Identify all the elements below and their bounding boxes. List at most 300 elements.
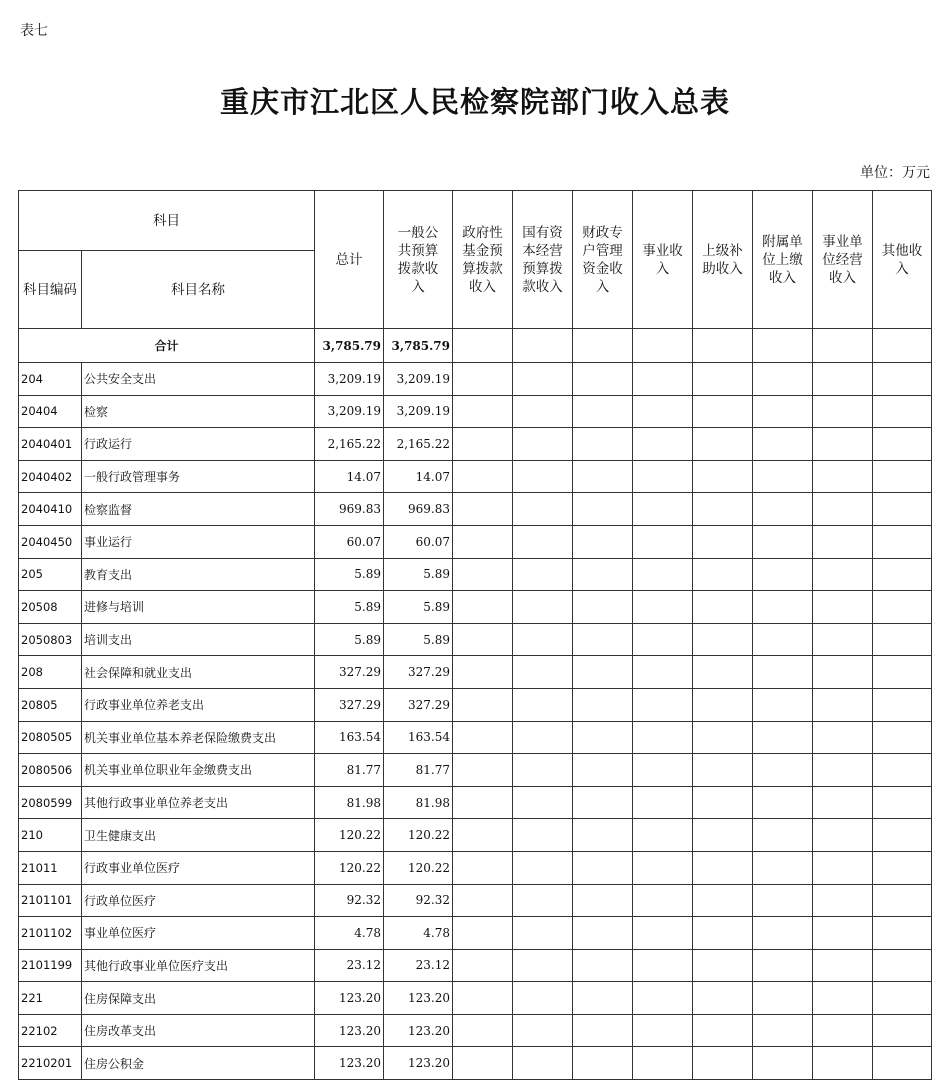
empty-cell <box>693 558 753 591</box>
empty-cell <box>573 917 633 950</box>
empty-cell <box>693 591 753 624</box>
row-general-budget: 120.22 <box>384 851 453 884</box>
empty-cell <box>453 493 513 526</box>
empty-cell <box>693 623 753 656</box>
empty-cell <box>573 1047 633 1080</box>
row-name: 一般行政管理事务 <box>82 460 315 493</box>
empty-cell <box>753 623 813 656</box>
empty-cell <box>513 949 573 982</box>
row-general-budget: 23.12 <box>384 949 453 982</box>
unit-label: 单位：万元 <box>860 165 930 181</box>
empty-cell <box>753 688 813 721</box>
row-general-budget: 163.54 <box>384 721 453 754</box>
empty-cell <box>513 656 573 689</box>
header-col-special-account: 财政专户管理资金收入 <box>573 191 633 329</box>
row-code: 205 <box>19 558 82 591</box>
row-code: 2101102 <box>19 917 82 950</box>
row-code: 22102 <box>19 1014 82 1047</box>
empty-cell <box>513 363 573 396</box>
empty-cell <box>813 623 873 656</box>
empty-cell <box>453 1047 513 1080</box>
row-general-budget: 327.29 <box>384 688 453 721</box>
empty-cell <box>753 819 813 852</box>
empty-cell <box>873 656 932 689</box>
empty-cell <box>693 363 753 396</box>
empty-cell <box>813 688 873 721</box>
empty-cell <box>573 819 633 852</box>
table-row <box>19 819 932 852</box>
table-row <box>19 917 932 950</box>
row-general-budget: 14.07 <box>384 460 453 493</box>
row-code: 204 <box>19 363 82 396</box>
empty-cell <box>753 917 813 950</box>
row-code: 21011 <box>19 851 82 884</box>
empty-cell <box>873 591 932 624</box>
empty-cell <box>513 982 573 1015</box>
empty-cell <box>873 786 932 819</box>
empty-cell <box>813 786 873 819</box>
table-row <box>19 786 932 819</box>
empty-cell <box>693 721 753 754</box>
empty-cell <box>633 656 693 689</box>
empty-cell <box>753 460 813 493</box>
empty-cell <box>453 591 513 624</box>
table-number: 表七 <box>20 23 48 39</box>
row-total: 123.20 <box>315 982 384 1015</box>
row-general-budget: 60.07 <box>384 525 453 558</box>
empty-cell <box>513 851 573 884</box>
table-row <box>19 884 932 917</box>
row-total: 5.89 <box>315 591 384 624</box>
empty-cell <box>813 884 873 917</box>
row-general-budget: 969.83 <box>384 493 453 526</box>
empty-cell <box>453 525 513 558</box>
empty-cell <box>453 428 513 461</box>
row-general-budget: 123.20 <box>384 982 453 1015</box>
empty-cell <box>573 656 633 689</box>
empty-cell <box>813 591 873 624</box>
empty-cell <box>633 851 693 884</box>
empty-cell <box>633 428 693 461</box>
row-general-budget: 92.32 <box>384 884 453 917</box>
empty-cell <box>693 851 753 884</box>
empty-cell <box>573 558 633 591</box>
empty-cell <box>693 1014 753 1047</box>
empty-cell <box>873 1014 932 1047</box>
row-total: 14.07 <box>315 460 384 493</box>
empty-cell <box>693 493 753 526</box>
row-name: 卫生健康支出 <box>82 819 315 852</box>
empty-cell <box>453 949 513 982</box>
empty-cell <box>633 884 693 917</box>
row-code: 20404 <box>19 395 82 428</box>
empty-cell <box>633 525 693 558</box>
empty-cell <box>633 819 693 852</box>
total-sum: 3,785.79 <box>315 329 384 363</box>
empty-cell <box>753 884 813 917</box>
table-row <box>19 1047 932 1080</box>
row-code: 2101101 <box>19 884 82 917</box>
empty-cell <box>453 363 513 396</box>
empty-cell <box>453 623 513 656</box>
empty-cell <box>513 460 573 493</box>
empty-cell <box>453 395 513 428</box>
table-row <box>19 428 932 461</box>
row-total: 3,209.19 <box>315 395 384 428</box>
empty-cell <box>813 851 873 884</box>
empty-cell <box>873 525 932 558</box>
empty-cell <box>693 917 753 950</box>
empty-cell <box>513 428 573 461</box>
empty-cell <box>633 460 693 493</box>
row-code: 2050803 <box>19 623 82 656</box>
row-general-budget: 81.98 <box>384 786 453 819</box>
empty-cell <box>573 493 633 526</box>
empty-cell <box>633 754 693 787</box>
empty-cell <box>873 949 932 982</box>
empty-cell <box>573 851 633 884</box>
table-row <box>19 851 932 884</box>
empty-cell <box>573 428 633 461</box>
empty-cell <box>753 558 813 591</box>
empty-cell <box>513 786 573 819</box>
row-name: 其他行政事业单位医疗支出 <box>82 949 315 982</box>
empty-cell <box>453 460 513 493</box>
empty-cell <box>633 623 693 656</box>
row-code: 221 <box>19 982 82 1015</box>
empty-cell <box>693 428 753 461</box>
empty-cell <box>633 688 693 721</box>
empty-cell <box>453 982 513 1015</box>
row-code: 2080505 <box>19 721 82 754</box>
header-name: 科目名称 <box>82 251 315 329</box>
row-general-budget: 4.78 <box>384 917 453 950</box>
empty-cell <box>753 395 813 428</box>
empty-cell <box>873 1047 932 1080</box>
empty-cell <box>813 982 873 1015</box>
row-code: 2101199 <box>19 949 82 982</box>
row-general-budget: 120.22 <box>384 819 453 852</box>
header-col-state-capital: 国有资本经营预算拨款收入 <box>513 191 573 329</box>
table-row <box>19 656 932 689</box>
table-row <box>19 558 932 591</box>
empty-cell <box>453 851 513 884</box>
row-code: 2040410 <box>19 493 82 526</box>
empty-cell <box>753 786 813 819</box>
empty-cell <box>873 688 932 721</box>
row-name: 进修与培训 <box>82 591 315 624</box>
empty-cell <box>753 851 813 884</box>
empty-cell <box>633 1014 693 1047</box>
empty-cell <box>453 656 513 689</box>
row-code: 2040450 <box>19 525 82 558</box>
empty-cell <box>633 786 693 819</box>
empty-cell <box>573 1014 633 1047</box>
empty-cell <box>753 363 813 396</box>
empty-cell <box>813 917 873 950</box>
table-row <box>19 982 932 1015</box>
empty-cell <box>813 656 873 689</box>
empty-cell <box>813 1014 873 1047</box>
empty-cell <box>873 884 932 917</box>
empty-cell <box>753 656 813 689</box>
row-total: 327.29 <box>315 656 384 689</box>
table-row <box>19 395 932 428</box>
row-general-budget: 2,165.22 <box>384 428 453 461</box>
table-row <box>19 460 932 493</box>
header-col-superior-subsidy: 上级补助收入 <box>693 191 753 329</box>
row-name: 公共安全支出 <box>82 363 315 396</box>
total-label: 合计 <box>19 329 315 363</box>
income-summary-table <box>18 190 932 1080</box>
header-col-affiliated-remit: 附属单位上缴收入 <box>753 191 813 329</box>
empty-cell <box>813 525 873 558</box>
empty-cell <box>573 363 633 396</box>
empty-cell <box>873 819 932 852</box>
row-name: 行政运行 <box>82 428 315 461</box>
empty-cell <box>813 460 873 493</box>
header-col-business-income: 事业收入 <box>633 191 693 329</box>
row-total: 81.77 <box>315 754 384 787</box>
empty-cell <box>633 721 693 754</box>
empty-cell <box>573 786 633 819</box>
empty-cell <box>513 1047 573 1080</box>
empty-cell <box>813 363 873 396</box>
row-name: 培训支出 <box>82 623 315 656</box>
empty-cell <box>693 525 753 558</box>
empty-cell <box>753 428 813 461</box>
empty-cell <box>573 884 633 917</box>
empty-cell <box>753 754 813 787</box>
row-total: 969.83 <box>315 493 384 526</box>
empty-cell <box>873 623 932 656</box>
empty-cell <box>513 819 573 852</box>
table-row <box>19 949 932 982</box>
empty-cell <box>453 721 513 754</box>
empty-cell <box>633 917 693 950</box>
row-total: 120.22 <box>315 819 384 852</box>
empty-cell <box>513 917 573 950</box>
empty-cell <box>573 982 633 1015</box>
empty-cell <box>873 982 932 1015</box>
empty-cell <box>513 754 573 787</box>
row-name: 检察 <box>82 395 315 428</box>
row-name: 行政单位医疗 <box>82 884 315 917</box>
row-total: 163.54 <box>315 721 384 754</box>
row-name: 住房改革支出 <box>82 1014 315 1047</box>
empty-cell <box>633 558 693 591</box>
empty-cell <box>873 395 932 428</box>
empty-cell <box>453 1014 513 1047</box>
empty-cell <box>453 786 513 819</box>
empty-cell <box>453 917 513 950</box>
table-row <box>19 493 932 526</box>
empty-cell <box>753 525 813 558</box>
row-code: 2040402 <box>19 460 82 493</box>
empty-cell <box>573 525 633 558</box>
empty-cell <box>573 591 633 624</box>
empty-cell <box>513 688 573 721</box>
empty-cell <box>573 721 633 754</box>
empty-cell <box>873 917 932 950</box>
row-general-budget: 3,209.19 <box>384 363 453 396</box>
empty-cell <box>813 819 873 852</box>
empty-cell <box>633 1047 693 1080</box>
row-general-budget: 327.29 <box>384 656 453 689</box>
empty-cell <box>513 395 573 428</box>
row-total: 3,209.19 <box>315 363 384 396</box>
empty-cell <box>633 949 693 982</box>
row-total: 81.98 <box>315 786 384 819</box>
row-total: 23.12 <box>315 949 384 982</box>
row-name: 其他行政事业单位养老支出 <box>82 786 315 819</box>
row-code: 2040401 <box>19 428 82 461</box>
empty-cell <box>813 754 873 787</box>
empty-cell <box>753 982 813 1015</box>
row-total: 5.89 <box>315 623 384 656</box>
table-row <box>19 623 932 656</box>
empty-cell <box>873 754 932 787</box>
row-general-budget: 5.89 <box>384 591 453 624</box>
empty-cell <box>753 591 813 624</box>
empty-cell <box>753 1047 813 1080</box>
row-name: 行政事业单位养老支出 <box>82 688 315 721</box>
row-total: 120.22 <box>315 851 384 884</box>
row-total: 92.32 <box>315 884 384 917</box>
empty-cell <box>453 884 513 917</box>
empty-cell <box>813 558 873 591</box>
empty-cell <box>633 982 693 1015</box>
header-col-operating-income: 事业单位经营收入 <box>813 191 873 329</box>
empty-cell <box>873 558 932 591</box>
empty-cell <box>693 982 753 1015</box>
empty-cell <box>693 786 753 819</box>
empty-cell <box>513 591 573 624</box>
empty-cell <box>513 558 573 591</box>
page-title: 重庆市江北区人民检察院部门收入总表 <box>219 85 730 119</box>
row-total: 123.20 <box>315 1047 384 1080</box>
table-row <box>19 688 932 721</box>
empty-cell <box>813 395 873 428</box>
empty-cell <box>873 460 932 493</box>
row-name: 社会保障和就业支出 <box>82 656 315 689</box>
header-code: 科目编码 <box>19 251 82 329</box>
empty-cell <box>873 363 932 396</box>
empty-cell <box>873 428 932 461</box>
empty-cell <box>573 949 633 982</box>
table-row <box>19 591 932 624</box>
empty-cell <box>693 395 753 428</box>
header-subject: 科目 <box>19 191 315 251</box>
row-code: 20508 <box>19 591 82 624</box>
total-row <box>19 329 932 363</box>
row-total: 123.20 <box>315 1014 384 1047</box>
empty-cell <box>513 525 573 558</box>
empty-cell <box>813 949 873 982</box>
empty-cell <box>513 493 573 526</box>
table-row <box>19 721 932 754</box>
row-total: 327.29 <box>315 688 384 721</box>
empty-cell <box>693 1047 753 1080</box>
row-code: 2210201 <box>19 1047 82 1080</box>
empty-cell <box>693 884 753 917</box>
row-code: 20805 <box>19 688 82 721</box>
empty-cell <box>513 1014 573 1047</box>
empty-cell <box>813 428 873 461</box>
empty-cell <box>513 721 573 754</box>
empty-cell <box>633 395 693 428</box>
empty-cell <box>813 1047 873 1080</box>
empty-cell <box>813 721 873 754</box>
row-name: 教育支出 <box>82 558 315 591</box>
empty-cell <box>753 1014 813 1047</box>
empty-cell <box>513 623 573 656</box>
row-code: 210 <box>19 819 82 852</box>
empty-cell <box>873 493 932 526</box>
row-name: 行政事业单位医疗 <box>82 851 315 884</box>
row-code: 2080506 <box>19 754 82 787</box>
row-name: 机关事业单位基本养老保险缴费支出 <box>82 721 315 754</box>
header-col-general-budget: 一般公共预算拨款收入 <box>384 191 453 329</box>
empty-cell <box>453 558 513 591</box>
empty-cell <box>453 688 513 721</box>
table-row <box>19 525 932 558</box>
row-name: 机关事业单位职业年金缴费支出 <box>82 754 315 787</box>
row-total: 5.89 <box>315 558 384 591</box>
row-code: 2080599 <box>19 786 82 819</box>
empty-cell <box>693 754 753 787</box>
empty-cell <box>573 395 633 428</box>
row-general-budget: 123.20 <box>384 1014 453 1047</box>
row-general-budget: 3,209.19 <box>384 395 453 428</box>
row-general-budget: 81.77 <box>384 754 453 787</box>
empty-cell <box>753 721 813 754</box>
empty-cell <box>693 656 753 689</box>
row-total: 60.07 <box>315 525 384 558</box>
row-general-budget: 5.89 <box>384 558 453 591</box>
row-general-budget: 5.89 <box>384 623 453 656</box>
empty-cell <box>873 721 932 754</box>
empty-cell <box>573 623 633 656</box>
header-col-gov-fund: 政府性基金预算拨款收入 <box>453 191 513 329</box>
row-name: 事业运行 <box>82 525 315 558</box>
empty-cell <box>513 884 573 917</box>
empty-cell <box>453 819 513 852</box>
empty-cell <box>633 363 693 396</box>
row-name: 事业单位医疗 <box>82 917 315 950</box>
row-code: 208 <box>19 656 82 689</box>
table-row <box>19 1014 932 1047</box>
total-general-budget: 3,785.79 <box>384 329 453 363</box>
empty-cell <box>573 460 633 493</box>
empty-cell <box>573 754 633 787</box>
empty-cell <box>813 493 873 526</box>
table-row <box>19 363 932 396</box>
empty-cell <box>693 949 753 982</box>
header-col-other-income: 其他收入 <box>873 191 932 329</box>
empty-cell <box>693 688 753 721</box>
row-name: 住房保障支出 <box>82 982 315 1015</box>
empty-cell <box>633 591 693 624</box>
row-total: 2,165.22 <box>315 428 384 461</box>
empty-cell <box>633 493 693 526</box>
empty-cell <box>753 949 813 982</box>
row-name: 住房公积金 <box>82 1047 315 1080</box>
empty-cell <box>573 688 633 721</box>
empty-cell <box>753 493 813 526</box>
row-name: 检察监督 <box>82 493 315 526</box>
empty-cell <box>693 460 753 493</box>
